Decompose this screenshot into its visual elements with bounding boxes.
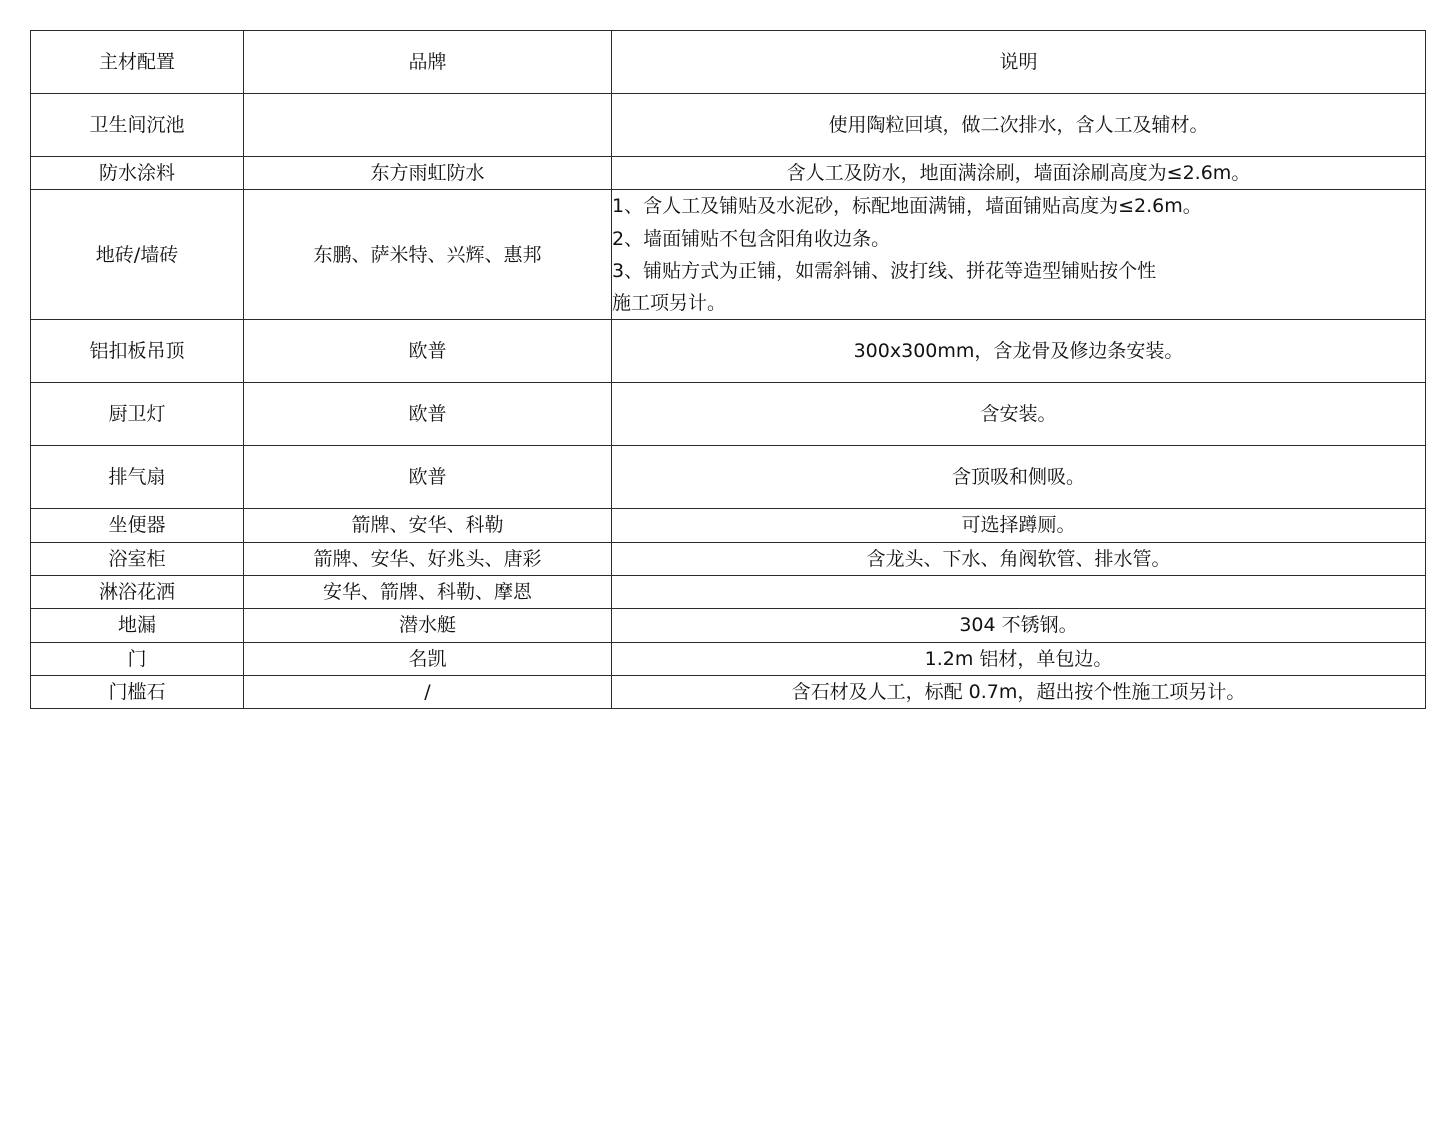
table-row xyxy=(31,383,1426,446)
table-body xyxy=(31,31,1426,709)
row-brand: / xyxy=(244,675,612,708)
row-brand xyxy=(244,94,612,157)
row-name: 铝扣板吊顶 xyxy=(31,320,244,383)
row-brand: 安华、箭牌、科勒、摩恩 xyxy=(244,576,612,609)
row-desc: 含人工及防水，地面满涂刷，墙面涂刷高度为≤2.6m。 xyxy=(612,157,1426,190)
row-brand: 欧普 xyxy=(244,446,612,509)
desc-line-2: 2、墙面铺贴不包含阳角收边条。 xyxy=(612,227,891,250)
row-desc: 使用陶粒回填，做二次排水，含人工及辅材。 xyxy=(612,94,1426,157)
table-row xyxy=(31,576,1426,609)
row-brand: 欧普 xyxy=(244,383,612,446)
row-desc: 含安装。 xyxy=(612,383,1426,446)
row-brand: 东方雨虹防水 xyxy=(244,157,612,190)
row-name: 门槛石 xyxy=(31,675,244,708)
row-name: 坐便器 xyxy=(31,509,244,542)
row-brand: 欧普 xyxy=(244,320,612,383)
row-brand: 箭牌、安华、好兆头、唐彩 xyxy=(244,542,612,575)
row-desc: 含石材及人工，标配 0.7m，超出按个性施工项另计。 xyxy=(612,675,1426,708)
table-row xyxy=(31,509,1426,542)
row-desc: 含龙头、下水、角阀软管、排水管。 xyxy=(612,542,1426,575)
table-header-row xyxy=(31,31,1426,94)
table-row xyxy=(31,542,1426,575)
row-desc: 300x300mm，含龙骨及修边条安装。 xyxy=(612,320,1426,383)
row-brand: 潜水艇 xyxy=(244,609,612,642)
table-row xyxy=(31,609,1426,642)
table-row xyxy=(31,675,1426,708)
table-row xyxy=(31,320,1426,383)
table-row xyxy=(31,642,1426,675)
row-desc: 304 不锈钢。 xyxy=(612,609,1426,642)
row-desc: 含顶吸和侧吸。 xyxy=(612,446,1426,509)
row-name: 地砖/墙砖 xyxy=(31,190,244,320)
row-name: 门 xyxy=(31,642,244,675)
row-brand: 名凯 xyxy=(244,642,612,675)
row-name: 厨卫灯 xyxy=(31,383,244,446)
row-desc: 可选择蹲厕。 xyxy=(612,509,1426,542)
row-name: 地漏 xyxy=(31,609,244,642)
table-row xyxy=(31,157,1426,190)
header-cell-brand: 品牌 xyxy=(244,31,612,94)
row-name: 淋浴花洒 xyxy=(31,576,244,609)
material-spec-table xyxy=(30,30,1426,709)
row-desc xyxy=(612,576,1426,609)
row-name: 卫生间沉池 xyxy=(31,94,244,157)
desc-line-1: 1、含人工及铺贴及水泥砂，标配地面满铺，墙面铺贴高度为≤2.6m。 xyxy=(612,195,1202,218)
row-desc xyxy=(612,190,1426,320)
row-brand: 箭牌、安华、科勒 xyxy=(244,509,612,542)
table-row xyxy=(31,94,1426,157)
header-cell-name: 主材配置 xyxy=(31,31,244,94)
desc-line-3: 3、铺贴方式为正铺，如需斜铺、波打线、拼花等造型铺贴按个性 xyxy=(612,259,1157,282)
desc-line-4: 施工项另计。 xyxy=(612,292,727,315)
row-brand: 东鹏、萨米特、兴辉、惠邦 xyxy=(244,190,612,320)
row-desc: 1.2m 铝材，单包边。 xyxy=(612,642,1426,675)
row-name: 防水涂料 xyxy=(31,157,244,190)
table-row xyxy=(31,190,1426,320)
row-name: 浴室柜 xyxy=(31,542,244,575)
row-name: 排气扇 xyxy=(31,446,244,509)
table-row xyxy=(31,446,1426,509)
header-cell-desc: 说明 xyxy=(612,31,1426,94)
